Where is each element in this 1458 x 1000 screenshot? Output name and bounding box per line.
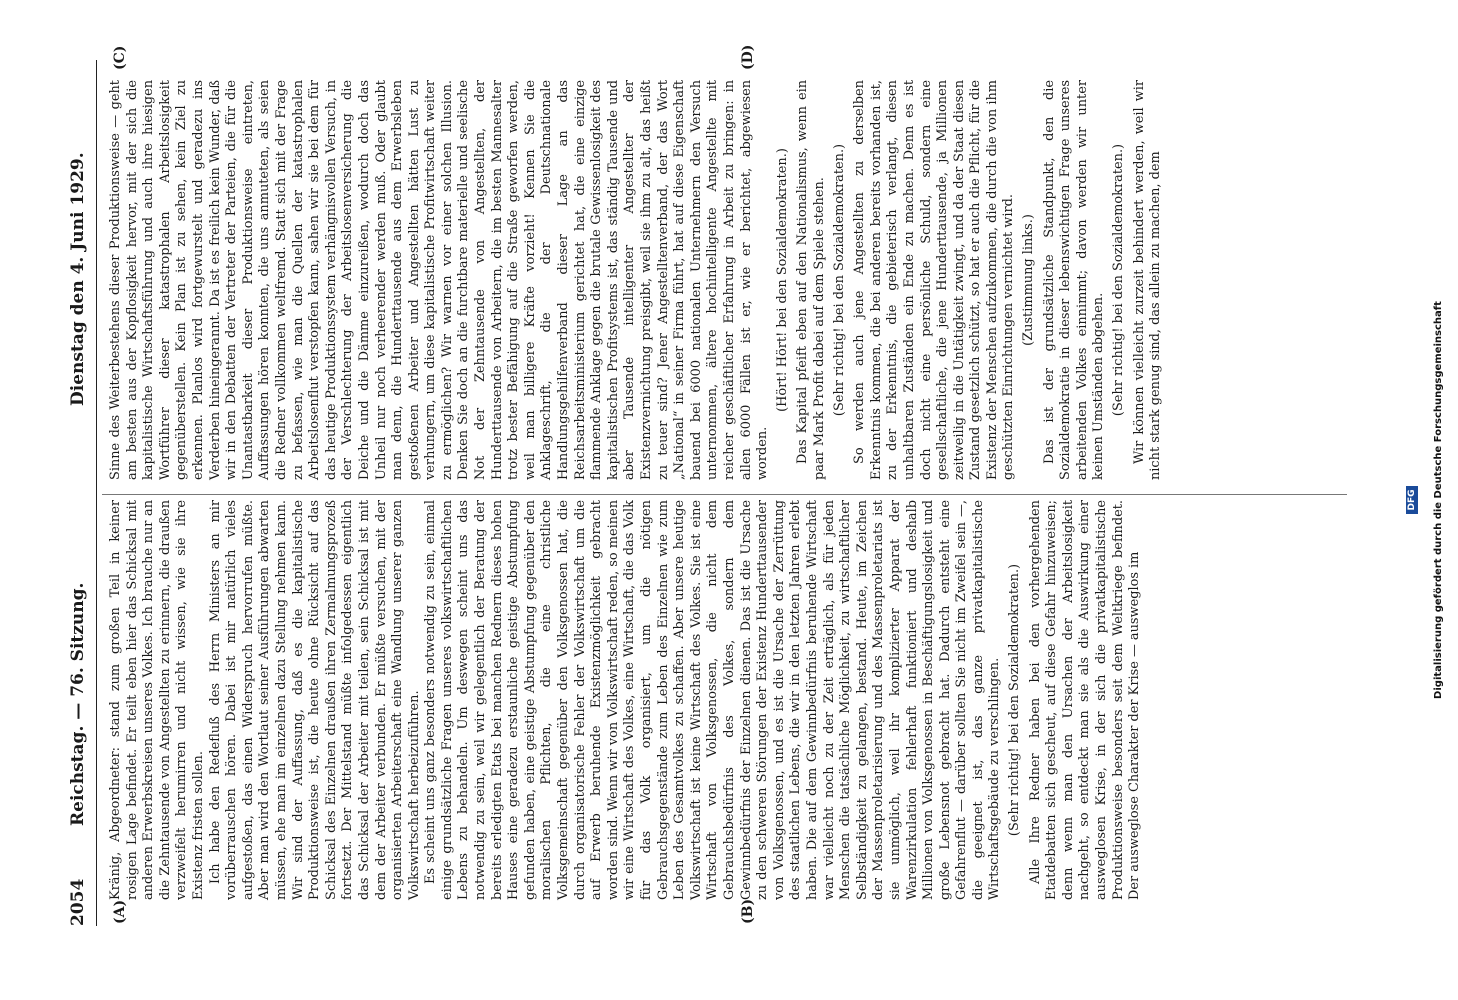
paragraph: Alle Ihre Redner haben bei den vorhergehenden Etatdebatten sich gescheut, auf diese Gefahr hinzuweisen; denn wenn man den Ursachen der Arbeitslosigkeit nachgeht, so entdeckt man sie als die Auswirkung einer ausweglosen Krise, in der sich die privatkapitalistische Produktionsweise besonders seit dem Weltkriege befindet. Der ausweglose Charakter der Krise — ausweglos im [1027, 500, 1143, 900]
interjection: (Sehr richtig! bei den Sozialdemokraten.) [1007, 563, 1023, 837]
margin-marker-b: (B) [740, 898, 756, 924]
right-text-column [108, 80, 1343, 480]
paragraph: Wir können vielleicht zurzeit behindert werden, weil wir nicht stark genug sind, das allein zu machen, dem [1131, 80, 1164, 480]
right-running-head: Dienstag den 4. Juni 1929. [68, 152, 88, 406]
interjection: (Hört! Hört! bei den Sozialdemokraten.) [774, 148, 790, 412]
paragraph: Kränig, Abgeordneter: stand zum großen Teil in keiner rosigen Lage befindet. Er teilt eben hier das Schicksal mit anderen Erwerbskreisen unseres Volkes. Ich brauche nur an die Zehntausende von Angestellten zu erinnern, die draußen verzweifelt herumirren und nicht wissen, wie sie ihre Existenz fristen sollen. [108, 500, 206, 900]
paragraph: Ich habe den Redefluß des Herrn Ministers an mir vorüberrauschen hören. Dabei ist mir natürlich vieles aufgestoßen, das einen Widerspruch hervorrufen müßte. Aber man wird den Wortlaut seiner Ausführungen abwarten müssen, ehe man im einzelnen dazu Stellung nehmen kann. Wir sind der Auffassung, daß es die kapitalistische Produktionsweise ist, die heute ohne Rücksicht auf das Schicksal des Einzelnen draußen ihren Zermalmungsprozeß fortsetzt. Der Mittelstand müßte infolgedessen eigentlich das Schicksal der Arbeiter mit teilen, sein Schicksal ist mit dem der Arbeiter verbunden. Er müßte versuchen, mit der organisierten Arbeiterschaft eine Wandlung unserer ganzen Volkswirtschaft herbeizuführen. [207, 500, 422, 900]
column-divider [102, 494, 1347, 495]
paragraph: So werden auch jene Angestellten zu derselben Erkenntnis kommen, die bei anderen bereits vorhanden ist, zu der Erkenntnis, die gebieterisch verlangt, diesen unhaltbaren Zuständen ein Ende zu machen. Denn es ist doch nicht eine persönliche Schuld, sondern eine gesellschaftliche, die jene Hunderttausende, ja Millionen zeitweilig in die Untätigkeit zwingt, und da der Staat diesen Zustand gesetzlich schützt, so hat er auch die Pflicht, für die Existenz der Menschen aufzukommen, die durch die von ihm geschützten Einrichtungen vernichtet wird. [852, 80, 1017, 480]
digitization-credit [1418, 0, 1458, 1000]
dfg-logo-badge: DFG [1406, 487, 1418, 514]
paragraph: Sinne des Weiterbestehens dieser Produktionsweise — geht am besten aus der Kopflosigkeit hervor, mit der sich die kapitalistische Wirtschaftsführung und auch ihre hiesigen Wortführer dieser katastrophalen Arbeitslosigkeit gegenüberstellen. Kein Plan ist zu sehen, kein Ziel zu erkennen. Planlos wird fortgewurstelt und geradezu ins Verderben hineingerannt. Da ist es freilich kein Wunder, daß wir in den Debatten der Vertreter der Parteien, die für die Unantastbarkeit dieser Produktionsweise eintreten, Auffassungen hören konnten, die uns anmuteten, als seien die Redner vollkommen weltfremd. Statt sich mit der Frage zu befassen, wie man die Quellen der katastrophalen Arbeitslosenflut verstopfen kann, sahen wir sie bei dem für das heutige Produktionssystem verhängnisvollen Versuch, in der Verschlechterung der Arbeitslosenversicherung die Deiche und die Dämme einzureißen, wodurch doch das Unheil nur noch verheerender werden muß. Oder glaubt man denn, die Hunderttausende aus dem Erwerbsleben gestoßenen Arbeiter und Angestellten hätten Lust zu verhungern, um diese kapitalistische Profitwirtschaft weiter zu ermöglichen? Wir warnen vor einer solchen Illusion. Denken Sie doch an die furchtbare materielle und seelische Not der Zehntausende von Angestellten, der Hunderttausende von Arbeitern, die im besten Mannesalter trotz bester Befähigung auf die Straße geworfen werden, weil man billigere Kräfte vorzieht! Kennen Sie die Anklageschrift, die der Deutschnationale Handlungsgehilfenverband dieser Lage an das Reichsarbeitsministerium gerichtet hat, die eine einzige flammende Anklage gegen die brutale Gewissenlosigkeit des kapitalistischen Profitsystems ist, das ständig Tausende und aber Tausende intelligenter Angestellter der Existenzvernichtung preisgibt, weil sie ihm zu alt, das heißt zu teuer sind? Jener Angestelltenverband, der das Wort „National“ in seiner Firma führt, hat auf diese Eigenschaft bauend bei 6000 nationalen Unternehmern den Versuch unternommen, ältere hochintelligente Angestellte mit reicher geschäftlicher Erfahrung in Arbeit zu bringen: in allen 6000 Fällen ist er, wie er berichtet, abgewiesen worden. [108, 80, 771, 480]
margin-marker-c: (C) [112, 45, 128, 70]
left-text-column [108, 500, 1343, 900]
interjection: (Sehr richtig! bei den Sozialdemokraten.) [1111, 143, 1127, 417]
paragraph: Das Kapital pfeift eben auf den Nationalismus, wenn ein paar Mark Profit dabei auf dem Spiele stehen. [795, 80, 827, 480]
interjection: (Zustimmung links.) [1021, 214, 1037, 346]
margin-marker-a: (A) [112, 899, 128, 924]
page-number: 2054 [68, 878, 88, 926]
paragraph: Das ist der grundsätzliche Standpunkt, den die Sozialdemokratie in dieser lebenswichtigen Frage unseres arbeitenden Volkes einnimmt; davon werden wir unter keinen Umständen abgehen. [1041, 80, 1107, 480]
left-running-head: Reichstag. — 76. Sitzung. [68, 582, 88, 826]
page-header [62, 60, 97, 926]
paragraph: Es scheint uns ganz besonders notwendig zu sein, einmal einige grundsätzliche Fragen unseres volkswirtschaftlichen Lebens zu behandeln. Um deswegen scheint uns das notwendig zu sein, weil wir gelegentlich der Beratung der bereits erledigten Etats bei manchen Rednern dieses hohen Hauses eine geradezu erstaunliche geistige Abstumpfung gefunden haben, eine geistige Abstumpfung gegenüber den moralischen Pflichten, die eine christliche Volksgemeinschaft gegenüber den Volksgenossen hat, die durch organisatorische Fehler der Volkswirtschaft um die auf Erwerb beruhende Existenzmöglichkeit gebracht worden sind. Wenn wir von Volkswirtschaft reden, so meinen wir eine Wirtschaft des Volkes, eine Wirtschaft, die das Volk für das Volk organisiert, um die nötigen Gebrauchsgegenstände zum Leben des Einzelnen wie zum Leben des Gesamtvolkes zu schaffen. Aber unsere heutige Volkswirtschaft ist keine Wirtschaft des Volkes. Sie ist eine Wirtschaft von Volksgenossen, die nicht dem Gebrauchsbedürfnis des Volkes, sondern dem Gewinnbedürfnis der Einzelnen dienen. Das ist die Ursache zu den schweren Störungen der Existenz Hunderttausender von Volksgenossen, und es ist die Ursache der Zerrüttung des staatlichen Lebens, die wir in den letzten Jahren erlebt haben. Die auf dem Gewinnbedürfnis beruhende Wirtschaft war vielleicht noch zu der Zeit erträglich, als für jeden Menschen die tatsächliche Möglichkeit, zu wirtschaftlicher Selbständigkeit zu gelangen, bestand. Heute, im Zeichen der Massenproletarisierung und des Massenproletariats ist sie unmöglich, weil ihr komplizierter Apparat der Warenzirkulation fehlerhaft funktioniert und deshalb Millionen von Volksgenossen in Beschäftigungslosigkeit und große Lebensnot gebracht hat. Dadurch entsteht eine Gefahrenflut — darüber sollten Sie nicht im Zweifel sein —, die geeignet ist, das ganze privatkapitalistische Wirtschaftsgebäude zu verschlingen. [423, 500, 1003, 900]
margin-marker-d: (D) [740, 44, 756, 70]
credit-text: Digitalisierung gefördert durch die Deutsche Forschungsgemeinschaft [1432, 301, 1444, 699]
interjection: (Sehr richtig! bei den Sozialdemokraten.) [831, 143, 847, 417]
